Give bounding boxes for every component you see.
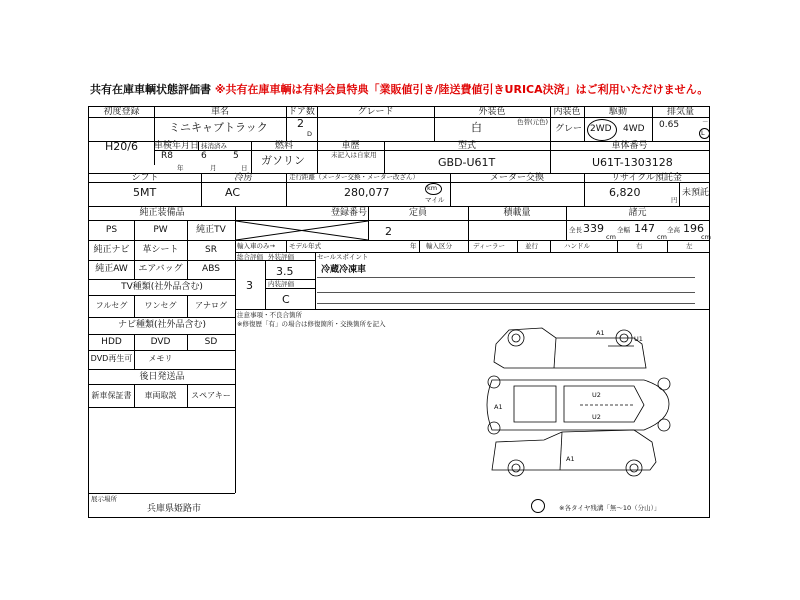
deregistered-label: 抹消済み: [201, 142, 227, 150]
handle-left: 左: [686, 242, 693, 250]
overall-label: 総合評価: [237, 253, 263, 261]
history-note: 未記入は自家用: [331, 151, 377, 159]
equip-pw: PW: [153, 225, 168, 235]
chassis-label: 車体番号: [611, 141, 648, 151]
recycle-label: リサイクル預託金: [611, 173, 682, 183]
equip-aw: 純正AW: [95, 264, 128, 274]
later-manual: 車両取説: [144, 391, 177, 400]
exterior-label: 外装評価: [268, 253, 294, 261]
first-reg-value: H20/6: [105, 140, 138, 153]
notes-label: 注意事項・不良合箇所: [237, 311, 302, 319]
tire-note: ※各タイヤ残溝「無～10（分山）」: [559, 504, 661, 512]
damage-mark-4: A1: [494, 403, 503, 411]
import-only-label: 輸入車のみ→: [237, 242, 275, 250]
recycle-status: 未預託: [682, 188, 710, 198]
dealer-label: ディーラー: [473, 242, 505, 250]
exterior-value: 3.5: [276, 265, 294, 278]
damage-mark-3: U2: [592, 391, 601, 399]
ac-value: AC: [225, 186, 241, 199]
equip-navi: 純正ナビ: [93, 245, 130, 255]
document-title: 共有在庫車輌状態評価書: [90, 83, 211, 96]
later-warranty: 新車保証書: [91, 391, 132, 400]
int-color-label: 内装色: [553, 107, 581, 117]
member-notice: ※共有在庫車輌は有料会員特典「業販値引き/陸送費値引きURICA決済」はご利用いただけません。: [214, 83, 709, 96]
meter-exchange-label: メーター交換: [489, 173, 544, 183]
width-unit: cm: [657, 233, 667, 241]
model-label: 型式: [457, 141, 476, 151]
import-type-label: 輸入区分: [426, 242, 452, 250]
ext-color-value: 白: [471, 121, 482, 134]
reg-no-struck: [236, 221, 368, 240]
year-unit: 年: [177, 164, 184, 172]
handle-right: 右: [636, 242, 643, 250]
tire-icon: [531, 499, 545, 513]
navi-type-label: ナビ種類(社外品含む): [117, 320, 207, 330]
color-change-note: 色替(元色): [517, 118, 549, 126]
equip-tv: 純正TV: [196, 225, 226, 235]
drive-2wd: 2WD: [590, 124, 612, 134]
displacement-label: 排気量: [666, 107, 694, 117]
drive-4wd: 4WD: [623, 124, 645, 134]
first-reg-label: 初度登録: [103, 107, 140, 117]
displacement-dash: －: [702, 118, 709, 126]
vehicle-damage-diagram: [484, 322, 684, 482]
mileage-label: 走行距離（メーター交換・メーター改ざん）: [289, 173, 419, 181]
navi-sd: SD: [204, 337, 218, 347]
model-year-label: モデル年式: [289, 242, 322, 250]
navi-hdd: HDD: [101, 337, 122, 347]
doors-value: 2: [297, 117, 304, 130]
height-value: 196: [683, 222, 704, 235]
km-label: km: [427, 184, 438, 192]
grade-label: グレード: [357, 107, 394, 117]
later-spare-key: スペアキー: [191, 391, 231, 400]
tv-analog: アナログ: [195, 301, 227, 310]
tv-type-label: TV種類(社外品含む): [121, 282, 203, 292]
navi-dvd: DVD: [150, 337, 171, 347]
damage-mark-6: A1: [566, 455, 575, 463]
location-label: 展示場所: [91, 495, 117, 503]
mile-label: マイル: [425, 196, 445, 204]
displacement-unit: L: [701, 129, 705, 137]
overall-value: 3: [246, 279, 253, 292]
evaluation-sheet: [88, 106, 710, 518]
length-label: 全長: [569, 226, 582, 234]
yen-label: 円: [671, 196, 678, 204]
parallel-label: 並行: [525, 242, 538, 250]
damage-mark-1: A1: [596, 329, 605, 337]
ext-color-label: 外装色: [478, 107, 506, 117]
inspection-label: 車検年月日: [154, 141, 200, 151]
month-unit: 月: [210, 164, 217, 172]
location-value: 兵庫県姫路市: [147, 504, 202, 514]
ac-label: 冷房: [234, 173, 253, 183]
shift-label: シフト: [131, 173, 159, 183]
navi-memory: メモリ: [148, 354, 173, 363]
reg-no-label: 登録番号: [330, 208, 367, 218]
model-value: GBD-U61T: [438, 156, 496, 169]
car-name-value: ミニキャブトラック: [169, 121, 268, 134]
navi-dvd-play: DVD再生可: [90, 354, 133, 363]
mileage-value: 280,077: [344, 186, 390, 199]
doors-label: ドア数: [288, 107, 315, 117]
recycle-value: 6,820: [609, 186, 641, 199]
length-value: 339: [583, 222, 604, 235]
interior-label: 内装評価: [268, 280, 294, 288]
load-label: 積載量: [503, 208, 531, 218]
sales-point-label: セールスポイント: [317, 253, 369, 261]
model-year-unit: 年: [410, 242, 417, 250]
damage-mark-5: U2: [592, 413, 601, 421]
height-label: 全高: [667, 226, 680, 234]
damage-mark-2: U1: [634, 335, 643, 343]
tv-oneseg: ワンセグ: [144, 301, 177, 310]
handle-label: ハンドル: [564, 242, 590, 250]
inspection-month: 6: [201, 151, 207, 161]
width-label: 全幅: [617, 226, 630, 234]
equip-ps: PS: [105, 225, 118, 235]
equip-airbag: エアバッグ: [138, 264, 183, 274]
inspection-day: 5: [233, 151, 239, 161]
equipment-label: 純正装備品: [139, 208, 185, 218]
capacity-value: 2: [385, 225, 392, 238]
capacity-label: 定員: [408, 208, 427, 218]
height-unit: cm: [701, 233, 711, 241]
car-name-label: 車名: [210, 107, 229, 117]
length-unit: cm: [606, 233, 616, 241]
tv-fullseg: フルセグ: [95, 301, 128, 310]
equip-abs: ABS: [202, 264, 220, 274]
displacement-value: 0.65: [659, 120, 680, 130]
document-header: [90, 81, 708, 97]
interior-value: C: [282, 293, 290, 306]
fuel-value: ガソリン: [261, 154, 305, 167]
notes-sub-label: ※修復歴「有」の場合は修復箇所・交換箇所を記入: [237, 320, 386, 328]
dims-label: 諸元: [628, 208, 647, 218]
later-items-label: 後日発送品: [139, 372, 185, 382]
shift-value: 5MT: [133, 186, 157, 199]
inspection-era: R8: [161, 151, 173, 161]
width-value: 147: [634, 222, 655, 235]
equip-leather: 革シート: [142, 245, 179, 255]
fuel-label: 燃料: [274, 141, 293, 151]
int-color-value: グレー: [555, 124, 583, 134]
sales-point-value: 冷蔵冷凍車: [321, 265, 367, 275]
equip-sr: SR: [205, 245, 217, 255]
chassis-value: U61T-1303128: [592, 156, 673, 169]
drive-label: 駆動: [608, 107, 627, 117]
day-unit: 日: [241, 164, 248, 172]
doors-unit: D: [307, 130, 313, 138]
history-label: 車歴: [341, 141, 360, 151]
